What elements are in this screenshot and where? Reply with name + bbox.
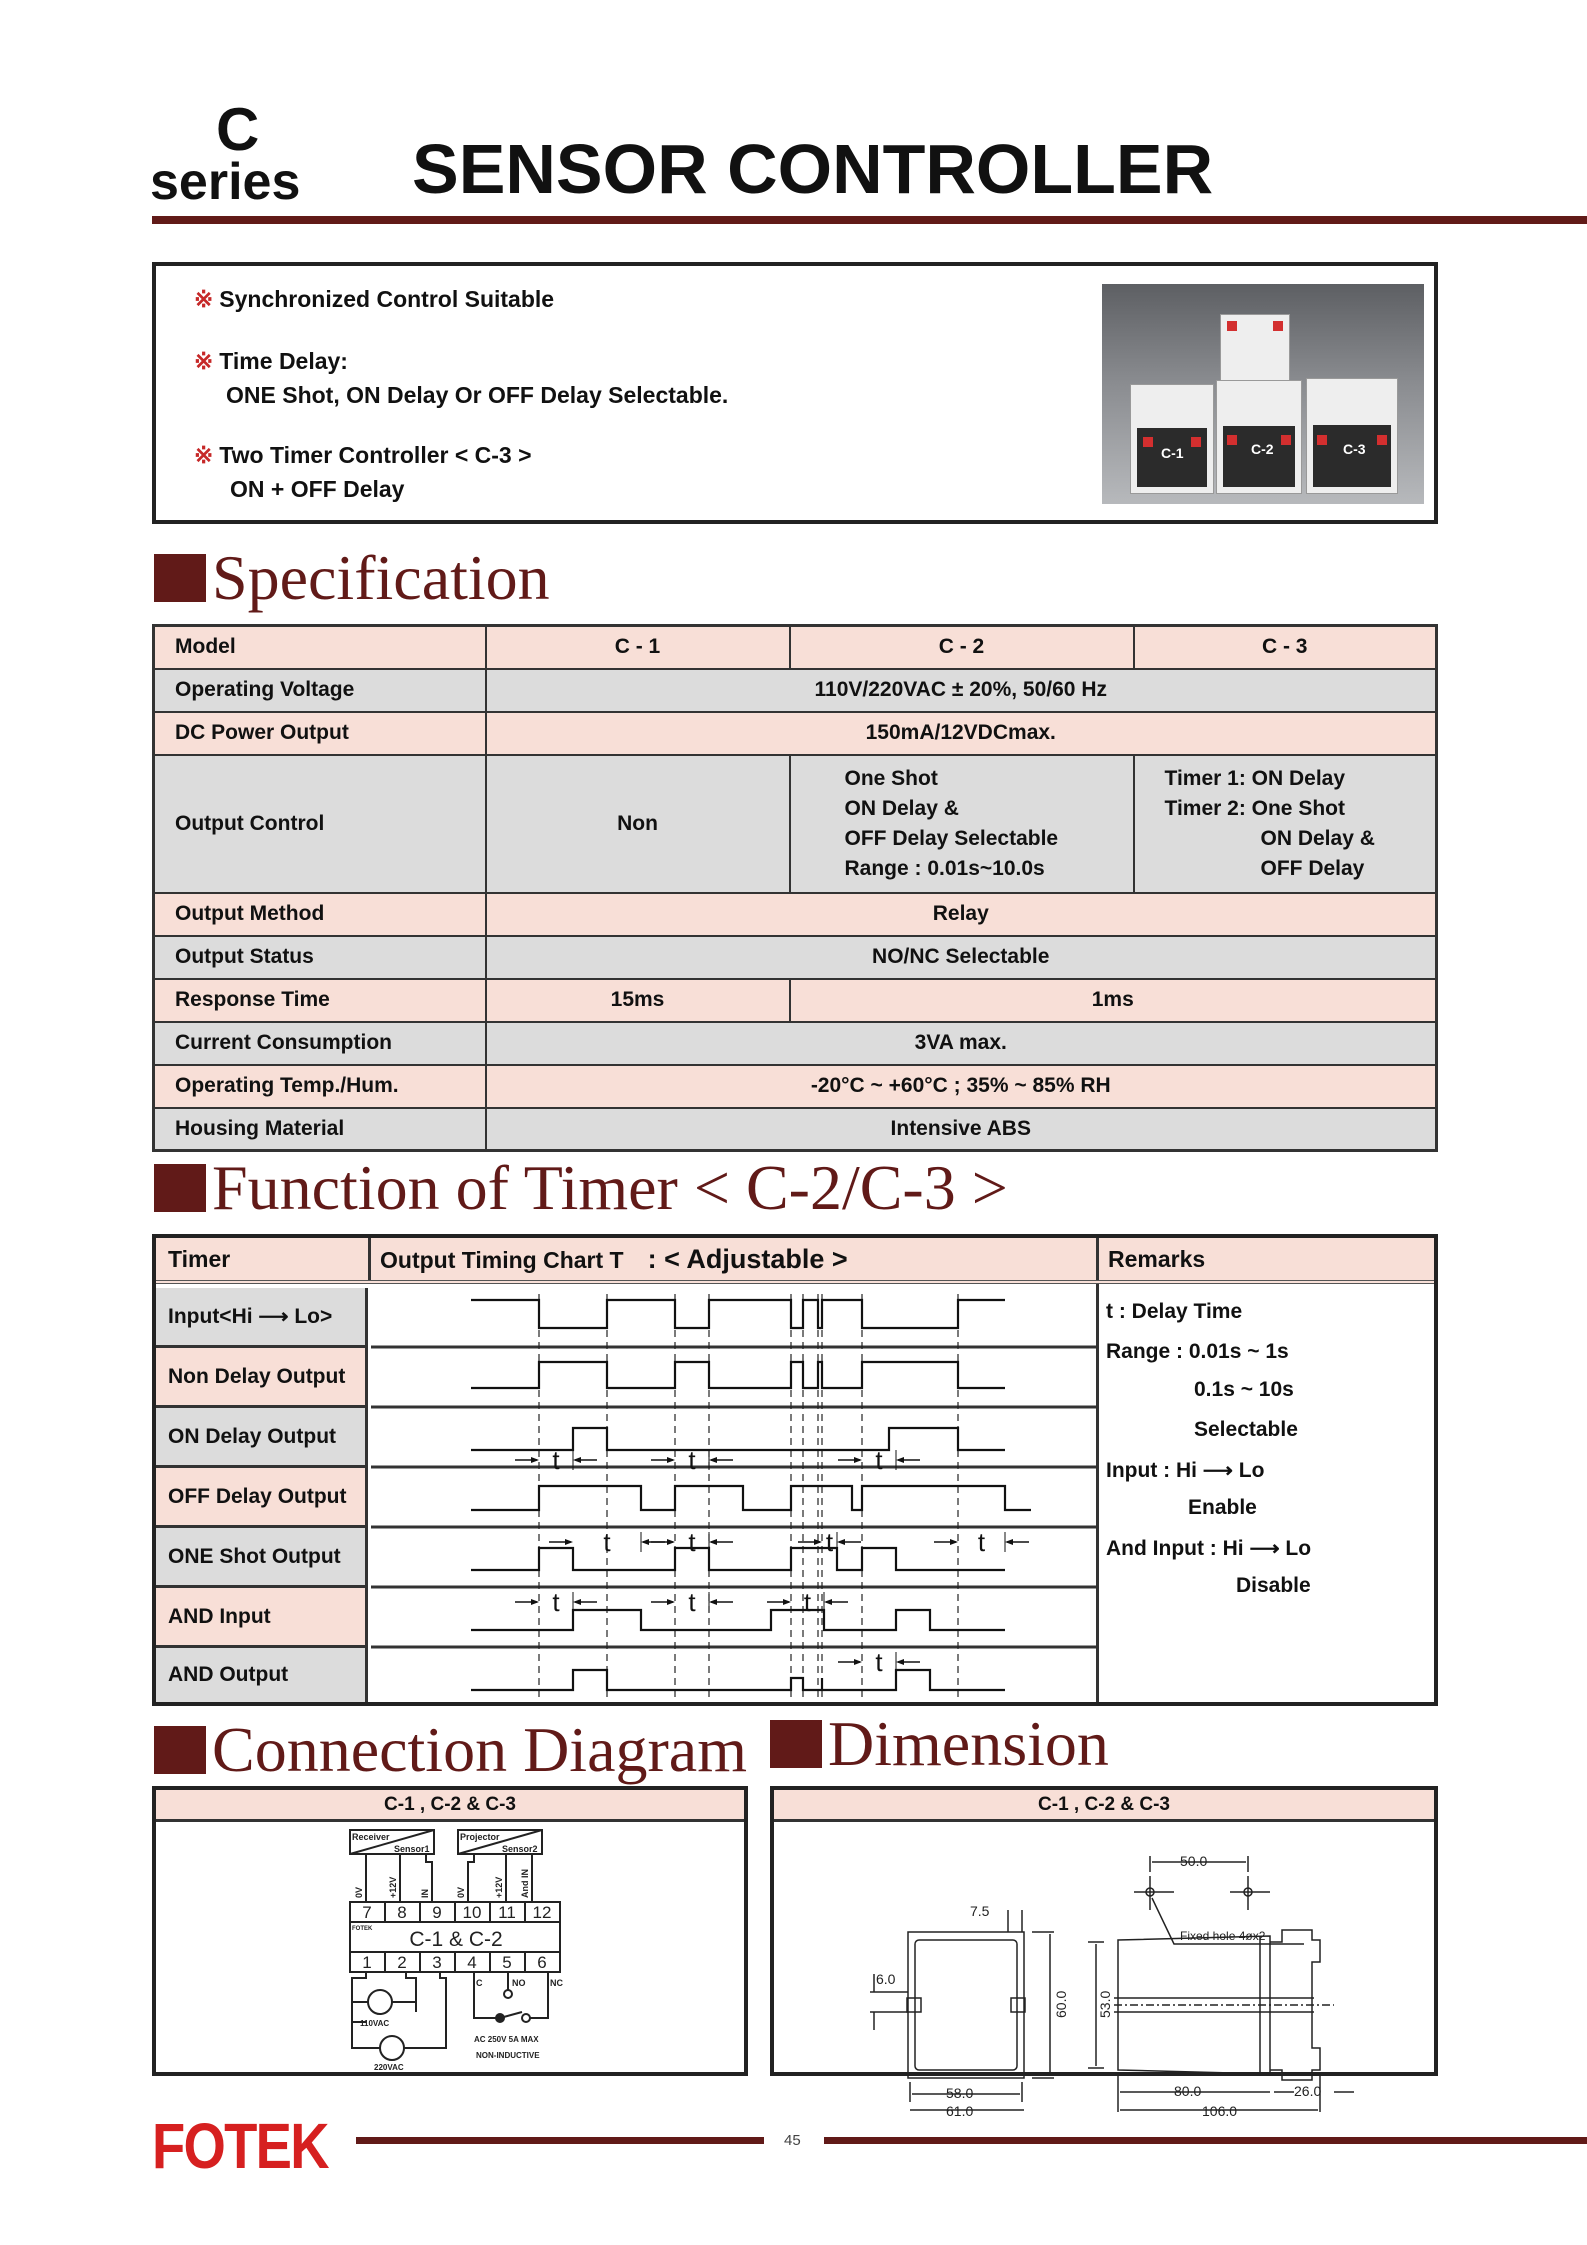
dimension-box xyxy=(770,1786,1438,2119)
remark-line: Disable xyxy=(1236,1574,1311,1597)
page-title: SENSOR CONTROLLER xyxy=(412,130,1214,208)
svg-text:NO: NO xyxy=(512,1978,526,1988)
svg-text:50.0: 50.0 xyxy=(1180,1853,1208,1869)
svg-text:12: 12 xyxy=(532,1903,552,1922)
delay-label: t xyxy=(552,1445,560,1475)
svg-text:58.0: 58.0 xyxy=(946,2085,974,2101)
feature-subitem: ONE Shot, ON Delay Or OFF Delay Selectable. xyxy=(226,382,729,408)
delay-arrowhead xyxy=(854,1659,862,1665)
svg-text:110VAC: 110VAC xyxy=(360,2019,390,2028)
svg-text:61.0: 61.0 xyxy=(946,2103,974,2119)
product-unit-c1: C-1 xyxy=(1130,384,1214,494)
section-square-icon xyxy=(154,1726,206,1774)
svg-text:4: 4 xyxy=(467,1953,477,1972)
svg-text:IN: IN xyxy=(420,1889,430,1898)
svg-text:7: 7 xyxy=(362,1903,372,1922)
features-box xyxy=(152,262,1438,524)
svg-text:C: C xyxy=(476,1978,483,1988)
spec-row: Response Time 15ms 1ms xyxy=(154,979,1437,1022)
off-delay-waveform xyxy=(471,1486,1031,1510)
product-unit-c2: C-2 xyxy=(1216,380,1302,494)
timer-function-table xyxy=(152,1234,1438,1706)
svg-text:Projector: Projector xyxy=(460,1832,500,1842)
delay-arrowhead xyxy=(667,1457,675,1463)
remark-line: Selectable xyxy=(1194,1418,1298,1441)
feature-item: ※ Synchronized Control Suitable xyxy=(194,286,555,312)
section-square-icon xyxy=(154,554,206,602)
remark-line: Enable xyxy=(1188,1496,1257,1519)
delay-arrowhead xyxy=(709,1457,717,1463)
delay-arrowhead xyxy=(950,1539,958,1545)
svg-text:1: 1 xyxy=(362,1953,372,1972)
svg-text:9: 9 xyxy=(432,1903,442,1922)
spec-row: Output Control Non One Shot ON Delay & OFF Delay Selectable Range : 0.01s~10.0s Timer 1: ON Delay Timer 2: One Shot ON Delay & OFF Delay xyxy=(154,755,1437,893)
series-letter: C xyxy=(216,96,260,163)
footer-rule xyxy=(824,2137,1587,2144)
svg-text:5: 5 xyxy=(502,1953,512,1972)
delay-label: t xyxy=(875,1445,883,1475)
section-square-icon xyxy=(770,1720,822,1768)
svg-text:Sensor1: Sensor1 xyxy=(394,1844,430,1854)
spec-row: Output Status NO/NC Selectable xyxy=(154,936,1437,979)
svg-text:80.0: 80.0 xyxy=(1174,2083,1202,2099)
section-square-icon xyxy=(154,1164,206,1212)
section-title-connection: Connection Diagram xyxy=(154,1718,747,1782)
timing-chart xyxy=(371,1288,1096,1702)
spec-row: DC Power Output 150mA/12VDCmax. xyxy=(154,712,1437,755)
dimension-subtitle: C-1 , C-2 & C-3 xyxy=(774,1790,1434,1822)
delay-label: t xyxy=(688,1527,696,1557)
svg-text:2: 2 xyxy=(397,1953,407,1972)
delay-label: t xyxy=(688,1587,696,1617)
timer-row-label: OFF Delay Output xyxy=(156,1468,368,1528)
svg-text:60.0: 60.0 xyxy=(1053,1990,1069,2018)
svg-text:FOTEK: FOTEK xyxy=(352,1926,373,1932)
remark-line: t : Delay Time xyxy=(1106,1300,1243,1323)
delay-arrowhead xyxy=(837,1539,845,1545)
page-number: 45 xyxy=(784,2132,801,2149)
spec-row: Output Method Relay xyxy=(154,893,1437,936)
spec-row: Operating Temp./Hum. -20°C ~ +60°C ; 35% ~ 85% RH xyxy=(154,1065,1437,1108)
svg-text:Receiver: Receiver xyxy=(352,1832,390,1842)
one-shot-waveform xyxy=(471,1548,1005,1570)
col-remarks: Remarks xyxy=(1108,1245,1206,1272)
timer-row-label: Non Delay Output xyxy=(156,1348,368,1408)
feature-item: ※ Time Delay: xyxy=(194,348,348,374)
svg-text:220VAC: 220VAC xyxy=(374,2063,404,2072)
delay-arrowhead xyxy=(641,1539,649,1545)
svg-text:And IN: And IN xyxy=(520,1869,530,1898)
and-output-waveform xyxy=(471,1670,1005,1690)
timer-row-label: Input<Hi ⟶ Lo> xyxy=(156,1288,368,1348)
feature-item: ※ Two Timer Controller < C-3 > xyxy=(194,442,532,468)
delay-arrowhead xyxy=(531,1457,539,1463)
col-timer: Timer xyxy=(168,1245,231,1272)
remark-line: Range : 0.01s ~ 1s xyxy=(1106,1340,1289,1363)
spec-row: Current Consumption 3VA max. xyxy=(154,1022,1437,1065)
reference-mark-icon: ※ xyxy=(194,442,214,468)
svg-text:Fixed hole 4øx2: Fixed hole 4øx2 xyxy=(1180,1929,1266,1943)
timer-header-row xyxy=(156,1238,1434,1284)
svg-text:8: 8 xyxy=(397,1903,407,1922)
delay-label: t xyxy=(688,1445,696,1475)
reference-mark-icon: ※ xyxy=(194,348,214,374)
spec-header-row: Model C - 1 C - 2 C - 3 xyxy=(154,626,1437,669)
delay-arrowhead xyxy=(709,1539,717,1545)
non-delay-waveform xyxy=(471,1362,1005,1388)
section-title-timer: Function of Timer < C-2/C-3 > xyxy=(154,1156,1008,1220)
delay-arrowhead xyxy=(896,1659,904,1665)
delay-arrowhead xyxy=(896,1457,904,1463)
delay-label: t xyxy=(603,1527,611,1557)
fotek-logo: FOTEK xyxy=(152,2110,328,2182)
svg-text:+12V: +12V xyxy=(388,1876,398,1898)
spec-row: Operating Voltage 110V/220VAC ± 20%, 50/60 Hz xyxy=(154,669,1437,712)
svg-text:3: 3 xyxy=(432,1953,442,1972)
remark-line: 0.1s ~ 10s xyxy=(1194,1378,1294,1401)
front-view xyxy=(908,1932,1024,2078)
input-waveform xyxy=(471,1300,1005,1328)
svg-text:53.0: 53.0 xyxy=(1097,1990,1113,2018)
svg-text:0V: 0V xyxy=(456,1886,466,1898)
col-chart: Output Timing Chart T xyxy=(380,1246,624,1273)
section-title-specification: Specification xyxy=(154,546,550,610)
delay-arrowhead xyxy=(667,1539,675,1545)
timer-row-label: AND Input xyxy=(156,1588,368,1648)
delay-label: t xyxy=(977,1527,986,1557)
delay-label: t xyxy=(825,1527,834,1557)
svg-text:6.0: 6.0 xyxy=(876,1971,896,1987)
product-photo xyxy=(1102,284,1424,504)
delay-label: t xyxy=(552,1587,560,1617)
delay-arrowhead xyxy=(573,1457,581,1463)
product-unit-c3: C-3 xyxy=(1306,378,1398,494)
remark-line: And Input : Hi ⟶ Lo xyxy=(1106,1537,1312,1560)
ac-source-110-icon xyxy=(368,1990,392,2014)
delay-arrowhead xyxy=(531,1599,539,1605)
svg-text:+12V: +12V xyxy=(494,1876,504,1898)
delay-arrowhead xyxy=(783,1599,791,1605)
svg-text:Sensor2: Sensor2 xyxy=(502,1844,538,1854)
delay-arrowhead xyxy=(709,1599,717,1605)
svg-text:NON-INDUCTIVE: NON-INDUCTIVE xyxy=(476,2051,540,2060)
and-input-waveform xyxy=(471,1610,1005,1630)
timer-row-label: AND Output xyxy=(156,1648,368,1702)
delay-label: t xyxy=(875,1647,883,1677)
svg-text:10: 10 xyxy=(462,1903,482,1922)
svg-text:NC: NC xyxy=(550,1978,563,1988)
delay-arrowhead xyxy=(667,1599,675,1605)
footer-rule xyxy=(356,2137,764,2144)
timer-row-label: ON Delay Output xyxy=(156,1408,368,1468)
ac-source-220-icon xyxy=(380,2036,404,2060)
svg-text:6: 6 xyxy=(537,1953,547,1972)
svg-text:C-1 & C-2: C-1 & C-2 xyxy=(409,1928,503,1951)
delay-arrowhead xyxy=(824,1599,832,1605)
connection-diagram xyxy=(156,1822,744,2072)
header-rule xyxy=(152,216,1587,224)
delay-arrowhead xyxy=(565,1539,573,1545)
svg-text:AC 250V 5A MAX: AC 250V 5A MAX xyxy=(474,2035,539,2044)
on-delay-waveform xyxy=(471,1428,1005,1450)
svg-text:106.0: 106.0 xyxy=(1202,2103,1238,2119)
feature-subitem: ON + OFF Delay xyxy=(230,476,405,502)
spec-row: Housing Material Intensive ABS xyxy=(154,1108,1437,1151)
col-chart-suffix: : < Adjustable > xyxy=(647,1243,848,1274)
svg-text:0V: 0V xyxy=(354,1886,364,1898)
spec-table xyxy=(152,624,1438,1152)
delay-arrowhead xyxy=(854,1457,862,1463)
remark-line: Input : Hi ⟶ Lo xyxy=(1106,1459,1265,1482)
reference-mark-icon: ※ xyxy=(194,286,214,312)
svg-text:11: 11 xyxy=(498,1903,516,1922)
connection-diagram-box xyxy=(152,1786,748,2076)
timer-row-label: ONE Shot Output xyxy=(156,1528,368,1588)
delay-arrowhead xyxy=(573,1599,581,1605)
svg-text:7.5: 7.5 xyxy=(970,1903,990,1919)
dimension-drawing xyxy=(774,1822,1434,2119)
connection-subtitle: C-1 , C-2 & C-3 xyxy=(156,1790,744,1822)
delay-arrowhead xyxy=(1005,1539,1013,1545)
series-word: series xyxy=(150,153,301,211)
section-title-dimension: Dimension xyxy=(770,1712,1109,1776)
svg-text:26.0: 26.0 xyxy=(1294,2083,1322,2099)
delay-label: t xyxy=(803,1587,812,1617)
